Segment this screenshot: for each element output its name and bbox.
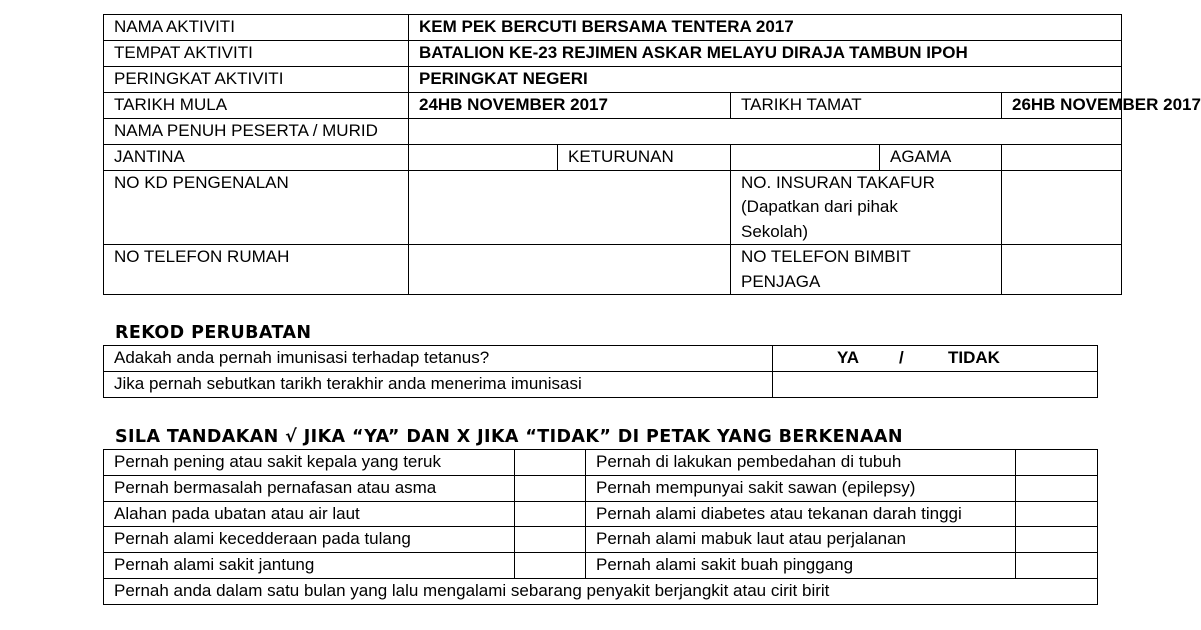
full-name-label: NAMA PENUH PESERTA / MURID xyxy=(104,118,409,144)
activity-name-value: KEM PEK BERCUTI BERSAMA TENTERA 2017 xyxy=(409,15,1122,41)
checklist-item: Pernah alami kecedderaan pada tulang xyxy=(104,527,515,553)
checklist-item: Pernah mempunyai sakit sawan (epilepsy) xyxy=(586,475,1016,501)
yes-option[interactable]: YA xyxy=(837,348,860,367)
start-date-label: TARIKH MULA xyxy=(104,92,409,118)
guardian-phone-label-line-1: NO TELEFON BIMBIT xyxy=(741,247,911,266)
insurance-field[interactable] xyxy=(1002,170,1122,245)
activity-place-value: BATALION KE-23 REJIMEN ASKAR MELAYU DIRAJA TAMBUN IPOH xyxy=(409,41,1122,67)
insurance-label-line-1: NO. INSURAN TAKAFUR xyxy=(741,172,935,192)
ic-number-field[interactable] xyxy=(409,170,731,245)
checkbox-cell[interactable] xyxy=(1016,450,1098,476)
checklist-heading: SILA TANDAKAN √ JIKA “YA” DAN X JIKA “TIDAK” DI PETAK YANG BERKENAAN xyxy=(115,427,903,447)
insurance-label-line-2: (Dapatkan dari pihak xyxy=(741,197,898,216)
checkbox-cell[interactable] xyxy=(515,527,586,553)
full-name-field[interactable] xyxy=(409,118,1122,144)
checklist-item: Pernah alami mabuk laut atau perjalanan xyxy=(586,527,1016,553)
checklist-item: Pernah alami sakit buah pinggang xyxy=(586,553,1016,579)
home-phone-label: NO TELEFON RUMAH xyxy=(104,245,409,295)
checklist-item: Pernah pening atau sakit kepala yang teruk xyxy=(104,450,515,476)
table-row xyxy=(104,501,1098,527)
checklist-item: Pernah alami sakit jantung xyxy=(104,553,515,579)
immunisation-date-question: Jika pernah sebutkan tarikh terakhir anda menerima imunisasi xyxy=(104,372,773,398)
checklist-item: Pernah alami diabetes atau tekanan darah tinggi xyxy=(586,501,1016,527)
checklist-item: Pernah di lakukan pembedahan di tubuh xyxy=(586,450,1016,476)
checklist-item: Pernah bermasalah pernafasan atau asma xyxy=(104,475,515,501)
tetanus-question: Adakah anda pernah imunisasi terhadap tetanus? xyxy=(104,346,773,372)
checkbox-cell[interactable] xyxy=(1016,553,1098,579)
participant-info-table xyxy=(103,14,1201,295)
checkbox-cell[interactable] xyxy=(1016,475,1098,501)
religion-field[interactable] xyxy=(1002,144,1122,170)
insurance-label xyxy=(731,170,1002,245)
checkbox-cell[interactable] xyxy=(515,553,586,579)
end-date-label: TARIKH TAMAT xyxy=(731,92,1002,118)
checkbox-cell[interactable] xyxy=(515,475,586,501)
medical-record-heading: REKOD PERUBATAN xyxy=(115,323,312,343)
race-field[interactable] xyxy=(731,144,880,170)
table-row xyxy=(104,578,1098,604)
table-row xyxy=(104,553,1098,579)
activity-level-value: PERINGKAT NEGERI xyxy=(409,66,1122,92)
activity-name-label: NAMA AKTIVITI xyxy=(104,15,409,41)
guardian-phone-label-line-2: PENJAGA xyxy=(741,271,821,291)
gender-label: JANTINA xyxy=(104,144,409,170)
activity-place-label: TEMPAT AKTIVITI xyxy=(104,41,409,67)
checkbox-cell[interactable] xyxy=(1016,527,1098,553)
guardian-phone-field[interactable] xyxy=(1002,245,1122,295)
checklist-item: Alahan pada ubatan atau air laut xyxy=(104,501,515,527)
infectious-disease-question: Pernah anda dalam satu bulan yang lalu mengalami sebarang penyakit berjangkit atau cirit birit xyxy=(104,578,1098,604)
table-row xyxy=(104,450,1098,476)
start-date-value: 24HB NOVEMBER 2017 xyxy=(409,92,731,118)
tetanus-answer[interactable] xyxy=(773,346,1098,372)
table-row xyxy=(104,475,1098,501)
insurance-label-line-3: Sekolah) xyxy=(741,221,809,241)
no-option[interactable]: TIDAK xyxy=(948,348,1000,367)
answer-divider: / xyxy=(899,348,904,367)
activity-level-label: PERINGKAT AKTIVITI xyxy=(104,66,409,92)
immunisation-date-field[interactable] xyxy=(773,372,1098,398)
home-phone-field[interactable] xyxy=(409,245,731,295)
checkbox-cell[interactable] xyxy=(515,450,586,476)
guardian-phone-label xyxy=(731,245,1002,295)
table-row xyxy=(104,527,1098,553)
religion-label: AGAMA xyxy=(880,144,1002,170)
gender-field[interactable] xyxy=(409,144,558,170)
checkbox-cell[interactable] xyxy=(1016,501,1098,527)
race-label: KETURUNAN xyxy=(558,144,731,170)
medical-record-table xyxy=(103,345,1098,398)
health-checklist-table xyxy=(103,449,1098,605)
checkbox-cell[interactable] xyxy=(515,501,586,527)
end-date-value: 26HB NOVEMBER 2017 xyxy=(1002,92,1122,118)
ic-number-label: NO KD PENGENALAN xyxy=(104,170,409,245)
